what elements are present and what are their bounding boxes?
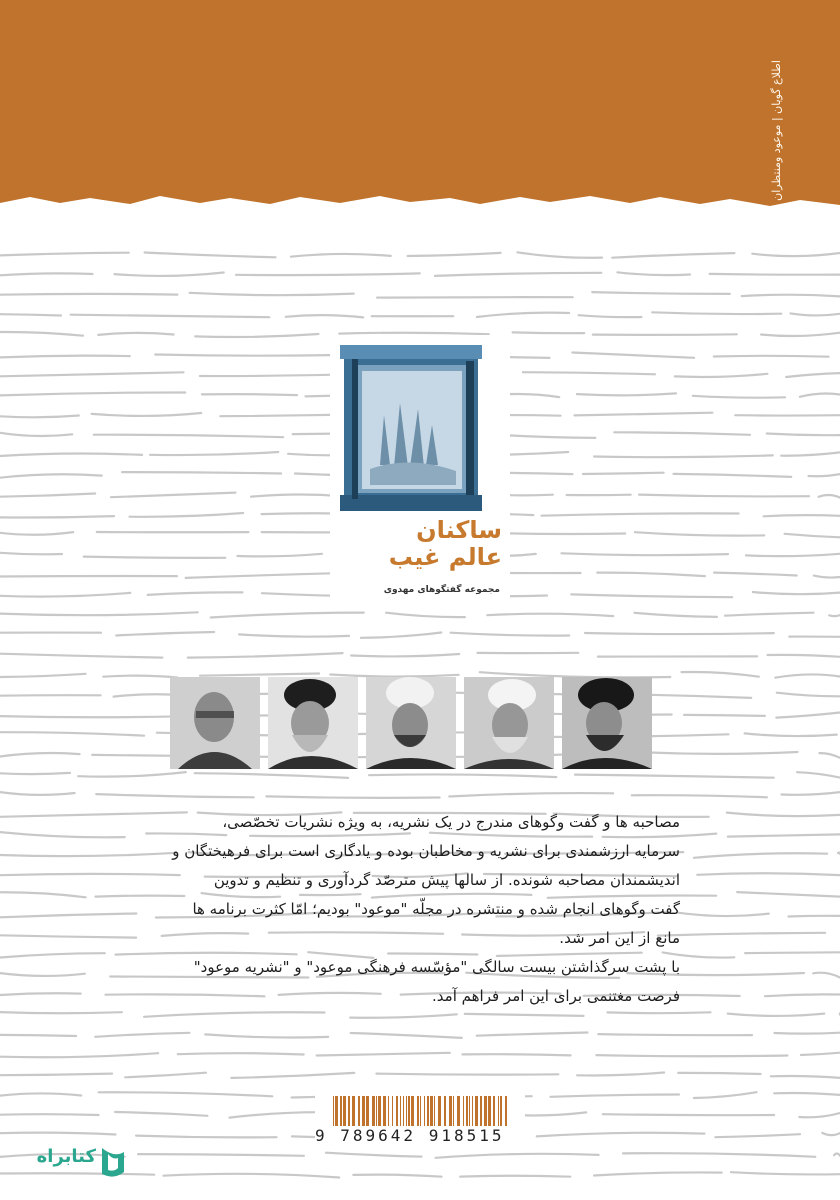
barcode-bar <box>403 1096 404 1126</box>
background-line <box>809 474 840 476</box>
description-line: گفت وگوهای انجام شده و منتشره در مجلّه "موعود" بودیم؛ امّا کثرت برنامه ها <box>192 900 680 918</box>
description-line: فرصت مغتنمی برای این امر فراهم آمد. <box>432 987 680 1005</box>
barcode-bar <box>475 1096 478 1126</box>
barcode-bar <box>417 1096 419 1126</box>
background-line <box>612 253 734 258</box>
barcode-bar <box>388 1096 389 1126</box>
background-line <box>0 1114 99 1115</box>
background-line <box>572 353 694 358</box>
barcode-bar <box>372 1096 375 1126</box>
background-line <box>598 1034 752 1035</box>
barcode-bar <box>340 1096 342 1126</box>
background-line <box>782 792 840 795</box>
barcode-bar <box>396 1096 398 1126</box>
background-line <box>0 532 73 535</box>
background-line <box>725 613 814 616</box>
background-line <box>463 1054 571 1055</box>
barcode-bar <box>484 1096 487 1126</box>
cover-subtitle: مجموعه گفتگوهای مهدوی <box>383 585 500 595</box>
background-line <box>694 853 827 858</box>
barcode-bar <box>434 1096 435 1126</box>
portrait-photo <box>366 677 456 769</box>
series-label: اطلاع گویان | موعود ومنتظران <box>770 60 783 201</box>
background-line <box>138 1154 304 1156</box>
background-line <box>0 612 198 615</box>
barcode-bar <box>362 1096 365 1126</box>
background-line <box>513 332 585 333</box>
background-line <box>727 813 840 817</box>
barcode-bars <box>333 1096 513 1126</box>
background-line <box>350 1014 457 1017</box>
background-line <box>715 1134 800 1137</box>
background-line <box>0 494 95 497</box>
background-line <box>731 1172 840 1174</box>
background-line <box>94 435 283 438</box>
background-line <box>0 516 114 517</box>
background-line <box>753 592 840 594</box>
background-line <box>571 594 732 597</box>
portrait-strip <box>170 677 652 769</box>
background-line <box>583 473 664 474</box>
cover-title <box>332 517 502 571</box>
background-line <box>785 534 840 538</box>
background-line <box>761 333 840 336</box>
background-line <box>579 315 642 317</box>
background-line <box>745 952 840 953</box>
background-line <box>577 1073 664 1076</box>
background-line <box>145 253 276 258</box>
background-line <box>195 334 318 337</box>
background-line <box>0 1053 158 1057</box>
background-line <box>776 713 840 718</box>
background-line <box>150 452 278 455</box>
background-line <box>710 274 840 275</box>
barcode-bar <box>480 1096 482 1126</box>
background-line <box>0 1093 81 1095</box>
background-line <box>460 1176 570 1177</box>
background-line <box>96 794 254 797</box>
isbn-number: 9 789642 918515 <box>315 1126 505 1145</box>
background-line <box>0 732 144 736</box>
background-line <box>577 393 676 395</box>
cover-title-line2: عالم غیب <box>388 543 502 571</box>
barcode-bar <box>348 1096 350 1126</box>
description-line: مانع از این امر شد. <box>559 929 680 947</box>
isbn-barcode <box>315 1092 525 1148</box>
background-line <box>317 1053 450 1056</box>
background-line <box>71 315 270 318</box>
background-line <box>0 654 162 658</box>
barcode-bar <box>444 1096 446 1126</box>
background-line <box>801 1053 840 1055</box>
background-line <box>675 374 768 377</box>
background-line <box>551 1095 680 1097</box>
background-line <box>614 432 750 435</box>
background-line <box>116 632 214 636</box>
background-line <box>200 674 319 676</box>
background-line <box>0 1012 122 1013</box>
barcode-bar <box>430 1096 433 1126</box>
background-line <box>771 1076 840 1078</box>
background-line <box>99 1092 273 1096</box>
cover-illustration <box>340 345 482 511</box>
background-line <box>353 1175 441 1177</box>
barcode-bar <box>500 1096 502 1126</box>
background-line <box>607 1012 710 1013</box>
barcode-bar <box>505 1096 507 1126</box>
book-cover <box>330 335 510 605</box>
background-line <box>593 334 737 335</box>
background-line <box>0 892 86 897</box>
portrait-photo <box>562 677 652 769</box>
background-line <box>361 633 441 638</box>
background-line <box>0 973 85 976</box>
background-line <box>92 413 201 416</box>
background-line <box>775 1033 840 1034</box>
background-line <box>799 1113 840 1117</box>
background-line <box>594 1172 722 1175</box>
background-line <box>386 613 465 617</box>
background-line <box>714 356 829 357</box>
background-line <box>0 433 72 436</box>
barcode-bar <box>438 1096 441 1126</box>
barcode-bar <box>333 1096 334 1126</box>
background-line <box>115 1112 207 1116</box>
background-line <box>775 674 840 677</box>
background-line <box>449 793 613 796</box>
background-line <box>98 333 173 335</box>
background-line <box>575 413 713 416</box>
background-line <box>781 452 840 455</box>
background-line <box>0 392 185 395</box>
background-line <box>639 495 809 497</box>
background-line <box>562 553 729 555</box>
background-line <box>78 772 186 777</box>
background-line <box>597 573 705 577</box>
barcode-bar <box>343 1096 346 1126</box>
background-line <box>819 753 840 758</box>
background-line <box>0 454 142 456</box>
barcode-bar <box>463 1096 464 1126</box>
background-line <box>652 312 781 314</box>
background-line <box>678 1073 760 1074</box>
background-line <box>728 834 840 836</box>
background-line <box>237 554 322 557</box>
barcode-bar <box>420 1096 421 1126</box>
barcode-bar <box>335 1096 338 1126</box>
cover-title-line1: ساکنان <box>416 516 502 544</box>
background-line <box>0 553 62 555</box>
background-line <box>813 973 840 978</box>
background-line <box>291 254 391 257</box>
background-line <box>164 1174 340 1178</box>
background-line <box>144 1012 324 1017</box>
background-line <box>190 293 354 295</box>
background-line <box>542 513 739 515</box>
back-cover-description <box>150 808 680 1011</box>
background-line <box>125 1073 206 1078</box>
background-line <box>0 593 130 597</box>
background-line <box>451 633 570 636</box>
background-line <box>814 576 840 578</box>
barcode-bar <box>392 1096 393 1126</box>
background-line <box>351 1033 462 1038</box>
background-line <box>777 693 840 697</box>
background-line <box>682 672 759 677</box>
background-line <box>477 313 569 317</box>
publisher-brand <box>14 1140 134 1180</box>
background-line <box>266 796 439 798</box>
background-line <box>752 253 840 256</box>
background-line <box>635 613 717 617</box>
background-line <box>592 292 730 294</box>
background-line <box>0 914 136 918</box>
background-line <box>436 1154 599 1158</box>
background-line <box>774 1093 840 1095</box>
background-line <box>211 613 364 618</box>
background-line <box>231 1073 354 1078</box>
background-line <box>800 394 840 397</box>
background-line <box>623 1153 815 1157</box>
background-line <box>742 295 840 297</box>
background-line <box>829 615 840 616</box>
background-line <box>236 273 420 275</box>
background-line <box>376 1074 558 1075</box>
background-line <box>155 355 339 356</box>
background-line <box>764 515 840 516</box>
background-line <box>684 715 765 716</box>
background-line <box>797 772 840 777</box>
background-line <box>737 892 840 897</box>
background-line <box>674 474 792 477</box>
background-line <box>765 994 840 996</box>
background-line <box>239 634 349 636</box>
background-line <box>0 314 61 315</box>
background-line <box>408 253 501 256</box>
background-line <box>617 272 690 275</box>
background-line <box>0 356 130 358</box>
background-line <box>84 557 226 558</box>
background-line <box>136 1136 277 1138</box>
barcode-bar <box>408 1096 410 1126</box>
background-line <box>822 1133 840 1135</box>
description-line: با پشت سرگذاشتن بیست سالگی "مؤسّسه فرهنگی موعود" و "نشریه موعود" <box>193 958 680 976</box>
background-line <box>0 993 81 995</box>
background-line <box>130 513 244 517</box>
barcode-bar <box>469 1096 470 1126</box>
description-line: سرمایه ارزشمندی برای نشریه و مخاطبان بوده و یادگاری است برای فرهیختگان و <box>172 842 680 860</box>
background-line <box>0 1035 76 1036</box>
background-line <box>435 273 601 276</box>
background-line <box>834 1153 840 1155</box>
background-line <box>694 1092 757 1098</box>
barcode-bar <box>358 1096 360 1126</box>
barcode-bar <box>378 1096 381 1126</box>
background-line <box>111 493 235 498</box>
barcode-bar <box>352 1096 355 1126</box>
background-line <box>202 394 297 395</box>
background-line <box>0 1133 116 1135</box>
barcode-bar <box>457 1096 460 1126</box>
background-line <box>632 795 767 797</box>
background-line <box>369 774 556 777</box>
background-line <box>0 935 136 937</box>
barcode-bar <box>427 1096 429 1126</box>
barcode-bar <box>406 1096 407 1126</box>
barcode-bar <box>400 1096 401 1126</box>
background-line <box>477 1033 588 1036</box>
background-line <box>697 873 840 875</box>
barcode-bar <box>383 1096 386 1126</box>
barcode-bar <box>466 1096 468 1126</box>
barcode-bar <box>472 1096 473 1126</box>
background-line <box>603 1114 774 1115</box>
background-line <box>0 953 105 957</box>
background-line <box>585 633 774 634</box>
background-line <box>205 1034 328 1037</box>
background-line <box>251 495 342 497</box>
background-line <box>594 455 773 457</box>
background-line <box>635 532 764 535</box>
background-line <box>523 372 655 374</box>
background-line <box>326 1153 422 1157</box>
portrait-photo <box>170 677 260 769</box>
background-line <box>0 1074 112 1076</box>
background-line <box>0 474 102 477</box>
background-line <box>745 733 837 736</box>
background-line <box>819 495 840 498</box>
background-line <box>0 773 70 774</box>
background-line <box>746 554 840 556</box>
background-line <box>487 614 613 616</box>
background-line <box>0 273 93 275</box>
background-line <box>575 775 774 778</box>
background-line <box>0 716 184 717</box>
top-band <box>0 0 840 235</box>
background-line <box>789 916 840 917</box>
barcode-bar <box>376 1096 377 1126</box>
background-line <box>0 792 75 795</box>
background-line <box>791 313 840 315</box>
barcode-bar <box>498 1096 499 1126</box>
description-line: مصاحبه ها و گفت وگوهای مندرج در یک نشریه، به ویژه نشریات تخصّصی، <box>222 813 680 831</box>
background-line <box>465 1014 584 1016</box>
background-line <box>188 653 343 658</box>
background-line <box>0 753 80 756</box>
barcode-bar <box>449 1096 452 1126</box>
background-line <box>537 1133 705 1137</box>
background-line <box>517 252 602 257</box>
background-line <box>767 434 840 436</box>
background-line <box>195 773 348 778</box>
background-line <box>103 676 177 678</box>
background-line <box>178 1053 304 1054</box>
background-line <box>728 1014 825 1016</box>
barcode-bar <box>453 1096 454 1126</box>
barcode-bar <box>488 1096 491 1126</box>
background-line <box>0 332 83 336</box>
background-line <box>351 654 459 656</box>
portrait-photo <box>464 677 554 769</box>
background-line <box>768 655 840 657</box>
background-line <box>148 592 243 595</box>
background-line <box>786 373 840 377</box>
background-line <box>0 372 184 376</box>
background-line <box>0 253 129 256</box>
brand-name: کتابراه <box>36 1146 96 1167</box>
background-line <box>286 315 364 317</box>
background-line <box>115 273 224 276</box>
background-line <box>339 333 489 334</box>
barcode-bar <box>366 1096 369 1126</box>
barcode-bar <box>424 1096 425 1126</box>
background-line <box>714 573 797 576</box>
brand-logo-icon <box>98 1142 128 1178</box>
background-line <box>0 416 79 418</box>
barcode-bar <box>493 1096 495 1126</box>
background-line <box>0 832 125 837</box>
background-line <box>693 396 785 398</box>
background-line <box>596 1055 787 1056</box>
description-line: اندیشمندان مصاحبه شونده. از سالها پیش مترصّد گردآوری و تنظیم و تدوین <box>213 871 680 889</box>
background-line <box>645 752 797 754</box>
background-line <box>0 674 86 677</box>
background-line <box>122 472 281 473</box>
background-line <box>658 933 825 936</box>
background-line <box>678 913 769 916</box>
portrait-photo <box>268 677 358 769</box>
barcode-bar <box>411 1096 414 1126</box>
background-line <box>95 1033 189 1037</box>
background-line <box>0 294 177 295</box>
background-line <box>0 695 101 696</box>
